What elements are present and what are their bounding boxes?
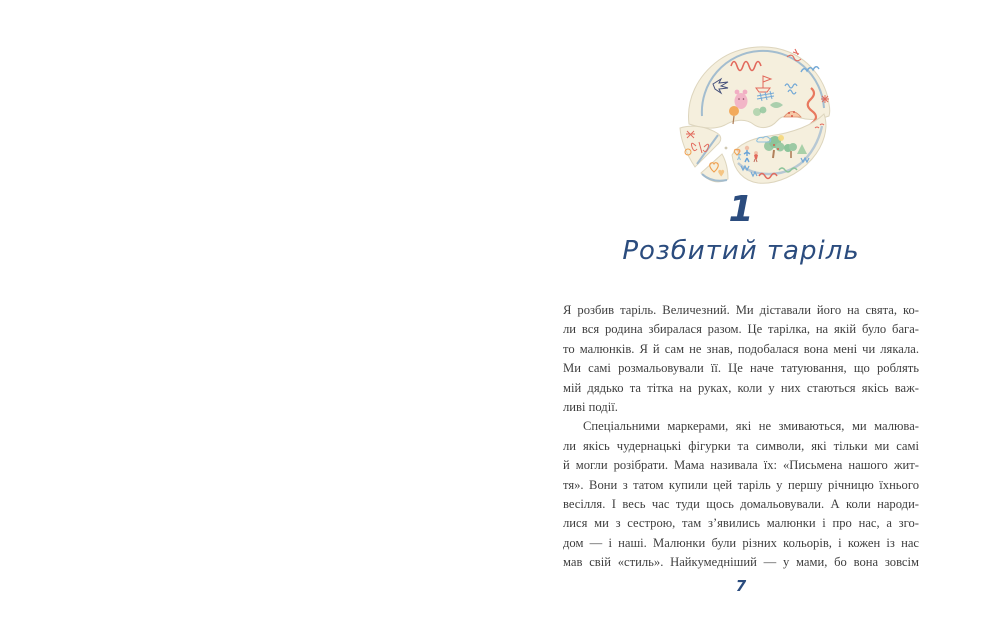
content-column [563,0,919,626]
text-line: Я розбив таріль. Величезний. Ми діставали його на свята, ко- [563,303,919,317]
text-line: весілля. І весь час туди щось домальовували. А коли народи- [563,496,919,511]
text-line: Спеціальними маркерами, які не змиваються, ми малюва- [583,419,919,434]
text-line: ли вся родина збиралася разом. Це тарілка, на якій було бага- [563,322,919,337]
crack-fragment-dot [725,147,728,150]
text-line: дом — і наші. Малюнки були різних кольорів, і кожен із нас [563,535,919,550]
chapter-body-text [563,301,919,572]
text-line: мав свій «стиль». Найкумедніший — у мами, бо вона зовсім [563,555,919,570]
text-line: ливі події. [563,399,618,414]
plate-shard-bottom [732,114,826,183]
text-line: лися ми з сестрою, там з’явились малюнки і про нас, а зго- [563,516,919,531]
text-line: мій дядько та тітка на руках, коли у них стаються якісь важ- [563,380,919,395]
broken-plate-illustration [675,42,835,192]
plate-shard-top [689,47,830,132]
text-line: тя». Вони з татом купили цей таріль у першу річницю їхнього [563,477,919,492]
chapter-title: Розбитий таріль [622,236,860,266]
text-line: Ми самі розмальовували її. Це наче татуювання, що роблять [563,361,919,376]
text-line: то малюнків. Я й сам не знав, подобалася вона мені чи лякала. [563,341,919,356]
chapter-number: 1 [728,189,754,230]
text-line: ли якісь чудернацькі фігурки та символи, які тільки ми самі [563,438,919,453]
text-line: й могли розібрати. Мама називала їх: «Письмена нашого жит- [563,458,919,473]
page-number: 7 [735,577,747,595]
plate-shard-triangle [701,154,728,182]
broken-plate-svg [675,42,835,192]
